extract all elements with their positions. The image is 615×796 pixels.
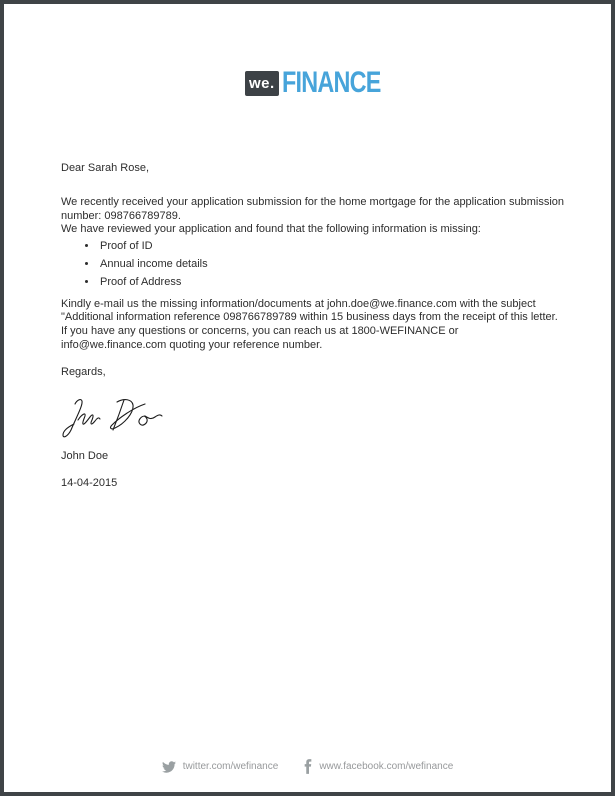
intro-paragraph-line-2: We have reviewed your application and found that the following information is missing: xyxy=(61,223,481,236)
handwritten-signature xyxy=(61,388,564,444)
logo-we-box: we. xyxy=(245,71,279,96)
facebook-icon xyxy=(304,759,312,774)
company-logo xyxy=(4,68,611,98)
salutation: Dear Sarah Rose, xyxy=(61,162,150,174)
letter-footer xyxy=(4,759,611,774)
facebook-handle-text: www.facebook.com/wefinance xyxy=(319,761,454,772)
signatory-name: John Doe xyxy=(61,449,109,462)
closing-regards: Regards, xyxy=(61,365,106,378)
facebook-footer-item xyxy=(304,759,453,774)
twitter-handle-text: twitter.com/wefinance xyxy=(182,761,279,772)
action-paragraph: Kindly e-mail us the missing information/documents at john.doe@we.finance.com with the subject "Additional information reference 098766789789 within 15 business days from the receipt of this letter. If you have any questions or concerns, you can reach us at 1800-WEFINANCE or info@we.finance.com quoting your reference number. xyxy=(61,297,558,351)
missing-item: • Proof of ID xyxy=(98,240,564,254)
letter-date: 14-04-2015 xyxy=(61,477,118,490)
signature-image xyxy=(61,390,179,442)
intro-paragraph-line-1: We recently received your application submission for the home mortgage for the application submission number: 098766789789. xyxy=(61,195,564,222)
twitter-icon xyxy=(162,761,176,773)
letter-body xyxy=(61,162,564,491)
missing-item: • Proof of Address xyxy=(98,276,564,290)
missing-item: • Annual income details xyxy=(98,258,564,272)
logo-lockup xyxy=(245,68,408,98)
twitter-footer-item xyxy=(162,761,279,773)
logo-finance-text: FINANCE xyxy=(281,66,381,99)
missing-information-list xyxy=(61,240,564,289)
